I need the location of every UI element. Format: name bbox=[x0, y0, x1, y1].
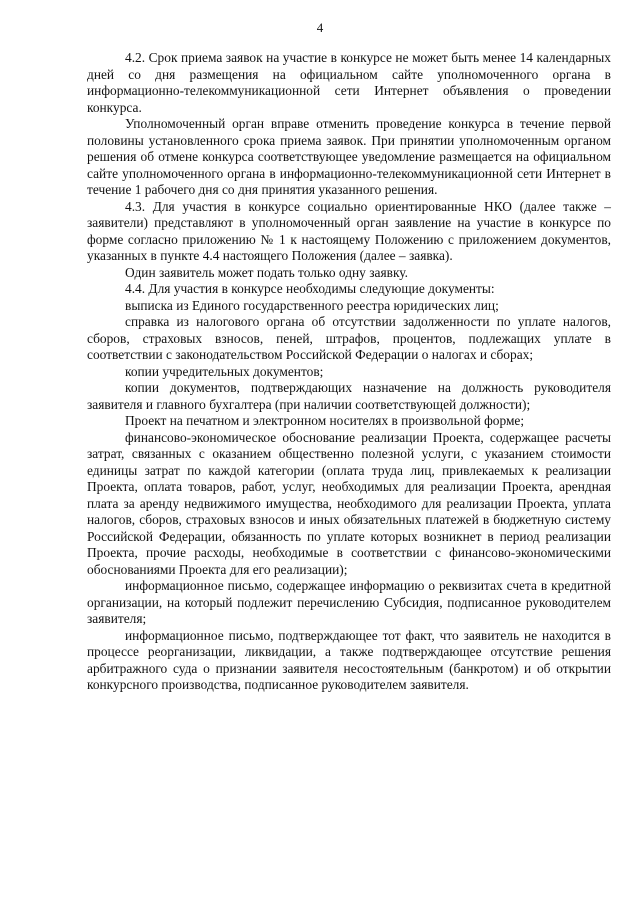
paragraph-cancellation: Уполномоченный орган вправе отменить проведение конкурса в течение первой половины установленного срока приема заявок. При принятии уполномоченным органом решения об отмене конкурса соответствующее уведомление размещается на официальном сайте уполномоченного органа в информационно-телекоммуникационной сети Интернет в течение 1 рабочего дня со дня принятия указанного решения. bbox=[87, 116, 611, 197]
page-number: 4 bbox=[316, 20, 324, 35]
paragraph-4-4: 4.4. Для участия в конкурсе необходимы следующие документы: bbox=[125, 281, 495, 296]
document-item-appointment-docs: копии документов, подтверждающих назначение на должность руководителя заявителя и главного бухгалтера (при наличии соответствующей должности); bbox=[87, 380, 611, 412]
document-body bbox=[87, 50, 611, 694]
paragraph-4-3: 4.3. Для участия в конкурсе социально ориентированные НКО (далее также – заявители) представляют в уполномоченный орган заявление на участие в конкурсе по форме согласно приложению № 1 к настоящему Положению с приложением документов, указанных в пункте 4.4 настоящего Положения (далее – заявка). bbox=[87, 198, 611, 263]
document-item-status-letter: информационное письмо, подтверждающее тот факт, что заявитель не находится в процессе реорганизации, ликвидации, а также подтверждающее отсутствие решения арбитражного суда о признании заявителя несостоятельным (банкротом) и об открытии конкурсного производства, подписанное руководителем заявителя. bbox=[87, 627, 611, 692]
document-item-financial-justification: финансово-экономическое обоснование реализации Проекта, содержащее расчеты затрат, связанных с оказанием общественно полезной услуги, с указанием стоимости единицы затрат по каждой категории (оплата труда лиц, привлекаемых к реализации Проекта, оплата товаров, работ, услуг, необходимых для реализации Проекта, арендная плата за аренду недвижимого имущества, необходимого для реализации Проекта, уплата налогов, сборов, страховых взносов и иных обязательных платежей в бюджетную систему Российской Федерации, обязанность по уплате которых возникнет в период реализации Проекта, прочие расходы, необходимые в соответствии с финансово-экономическими обоснованиями Проекта для его реализации); bbox=[87, 429, 611, 577]
document-item-founding-docs: копии учредительных документов; bbox=[125, 363, 324, 379]
paragraph-one-application: Один заявитель может подать только одну заявку. bbox=[125, 264, 408, 280]
document-item-bank-letter: информационное письмо, содержащее информацию о реквизитах счета в кредитной организации, на который подлежит перечислению Субсидия, подписанное руководителем заявителя; bbox=[87, 578, 611, 626]
document-item-egrul: выписка из Единого государственного реестра юридических лиц; bbox=[125, 297, 499, 313]
paragraph-4-2: 4.2. Срок приема заявок на участие в конкурсе не может быть менее 14 календарных дней со дня размещения на официальном сайте уполномоченного органа в информационно-телекоммуникационной сети Интернет объявления о проведении конкурса. bbox=[87, 50, 611, 115]
document-item-project: Проект на печатном и электронном носителях в произвольной форме; bbox=[125, 413, 525, 428]
document-item-tax-certificate: справка из налогового органа об отсутствии задолженности по уплате налогов, сборов, страховых взносов, пеней, штрафов, процентов, подлежащих уплате в соответствии с законодательством Российской Федерации о налогах и сборах; bbox=[87, 314, 611, 362]
